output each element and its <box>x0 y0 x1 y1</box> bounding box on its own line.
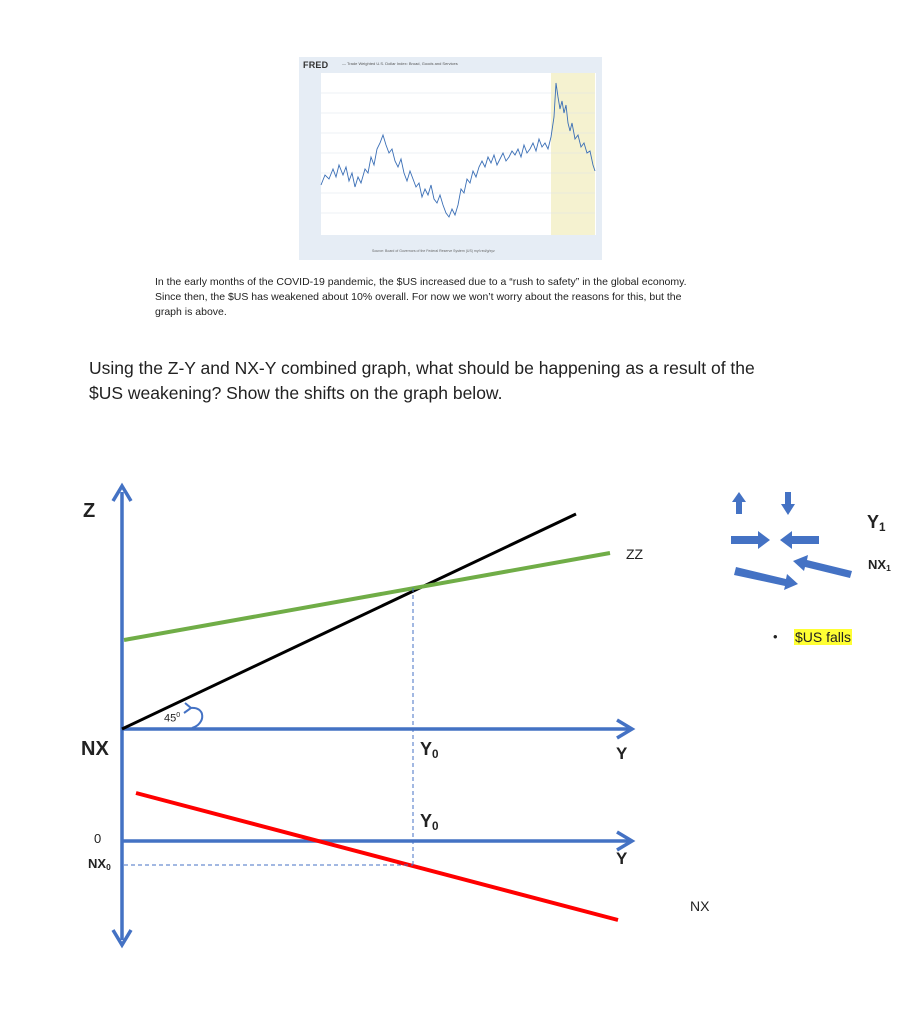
nx-curve-label: NX <box>690 898 710 914</box>
angle-label: $45^0$ <box>164 712 181 725</box>
arrow-right-icon <box>731 531 770 549</box>
caption-line-1: In the early months of the COVID-19 pandemic, the $US increased due to a “rush to safety” in the global economy. <box>155 276 687 288</box>
y-label-top: Y <box>616 744 628 763</box>
zz-curve <box>124 553 610 640</box>
fred-source: Source: Board of Governors of the Federal Reserve System (US) myf.red/g/xyz <box>372 249 495 253</box>
nx-axis-label: NX <box>81 738 109 760</box>
zz-label: ZZ <box>626 546 644 562</box>
line-45-degree <box>122 514 576 729</box>
y0-label-bottom: $Y_0$ <box>420 811 439 833</box>
nx0-label: $NX_0$ <box>88 856 111 873</box>
y0-label-top: $Y_0$ <box>420 739 439 761</box>
fred-logo: FRED <box>303 60 329 70</box>
usd-falls-label: $US falls <box>795 629 852 645</box>
arrow-up-icon <box>732 492 746 514</box>
angle-arc-arrowhead <box>184 703 191 713</box>
angle-arc <box>190 708 202 728</box>
z-axis-label: Z <box>83 500 96 522</box>
zero-label: 0 <box>94 831 102 846</box>
question-line-1: Using the Z-Y and NX-Y combined graph, what should be happening as a result of the <box>89 358 755 378</box>
question-line-2: $US weakening? Show the shifts on the graph below. <box>89 383 503 403</box>
caption-line-3: graph is above. <box>155 306 227 318</box>
bullet: • <box>773 629 778 644</box>
y1-label: $Y_1$ <box>867 512 886 534</box>
nx1-label: $NX_1$ <box>868 557 891 574</box>
arrow-up-left-icon <box>793 555 852 578</box>
fred-legend: — Trade Weighted U.S. Dollar Index: Broad, Goods and Services <box>342 61 458 66</box>
y-label-bottom: Y <box>616 849 628 868</box>
arrow-down-right-icon <box>734 567 798 590</box>
arrow-down-icon <box>781 492 795 515</box>
arrow-left-icon <box>780 531 819 549</box>
caption-line-2: Since then, the $US has weakened about 10% overall. For now we won’t worry about the reasons for this, but the <box>155 291 682 303</box>
nx-curve <box>136 793 618 920</box>
